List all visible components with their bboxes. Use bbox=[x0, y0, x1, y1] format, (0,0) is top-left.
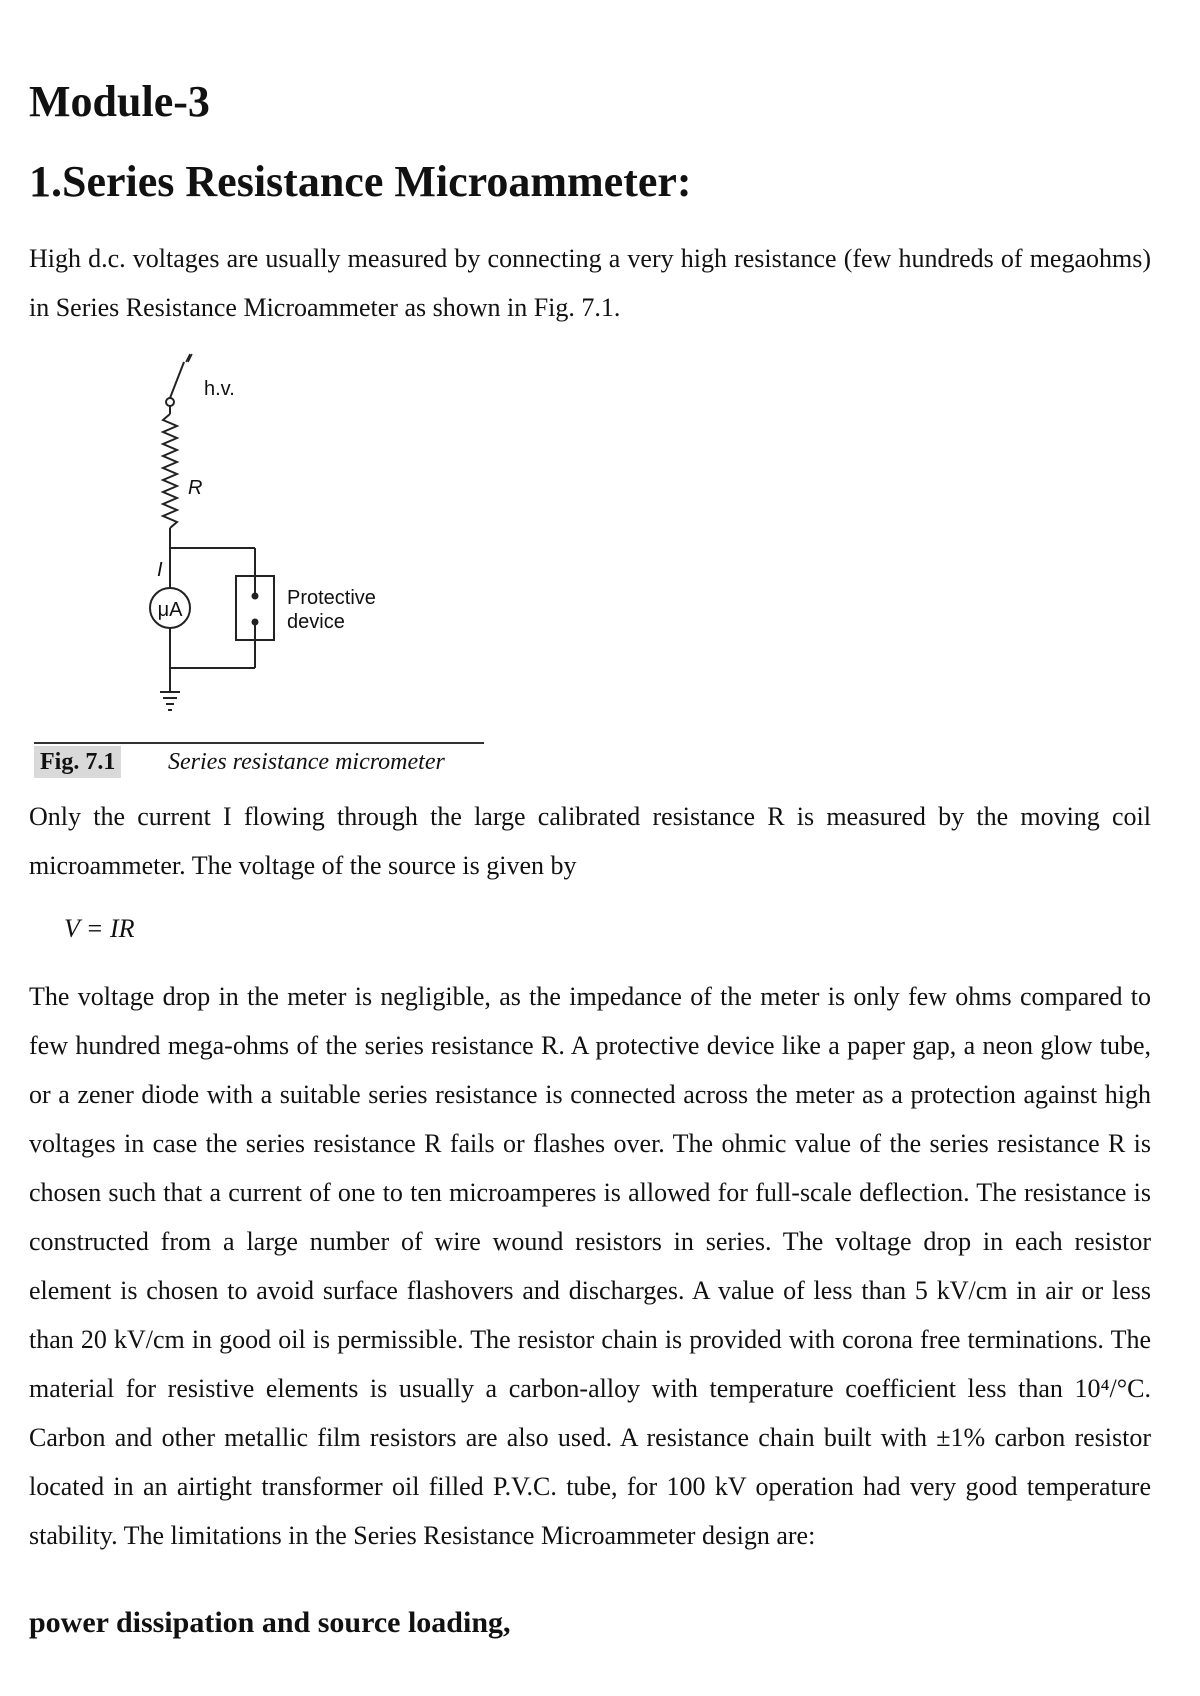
figure-caption: Series resistance micrometer bbox=[168, 749, 445, 775]
section-title: 1.Series Resistance Microammeter: bbox=[29, 157, 692, 206]
current-label: I bbox=[157, 559, 163, 581]
hv-label: h.v. bbox=[204, 378, 235, 400]
hv-terminal-line bbox=[170, 362, 184, 398]
limitations-line: power dissipation and source loading, bbox=[29, 1606, 511, 1639]
protective-label-line1: Protective bbox=[287, 587, 376, 609]
module-title: Module-3 bbox=[29, 77, 210, 126]
body-paragraph: The voltage drop in the meter is negligible, as the impedance of the meter is only few ohms compared to few hundred mega-ohms of the series resistance R. A protective device like a paper gap, a neon glow tube, or a zener diode with a suitable series resistance is connected across the meter as a protection against high voltages in case the series resistance R fails or flashes over. The ohmic value of the series resistance R is chosen such that a current of one to ten microamperes is allowed for full-scale deflection. The resistance is constructed from a large number of wire wound resistors in series. The voltage drop in each resistor element is chosen to avoid surface flashovers and discharges. A value of less than 5 kV/cm in air or less than 20 kV/cm in good oil is permissible. The resistor chain is provided with corona free terminations. The material for resistive elements is usually a carbon-alloy with temperature coefficient less than 10⁴/°C. Carbon and other metallic film resistors are also used. A resistance chain built with ±1% carbon resistor located in an airtight transformer oil filled P.V.C. tube, for 100 kV operation had very good temperature stability. The limitations in the Series Resistance Microammeter design are: bbox=[29, 982, 1151, 1550]
hv-arrow-icon bbox=[186, 354, 192, 362]
figure-circuit bbox=[0, 350, 520, 790]
intro-paragraph: High d.c. voltages are usually measured by connecting a very high resistance (few hundreds of megaohms) in Series Resistance Microammeter as shown in Fig. 7.1. bbox=[29, 244, 1151, 322]
figure-rule bbox=[34, 742, 484, 744]
hv-terminal-node bbox=[166, 398, 174, 406]
protective-label-line2: device bbox=[287, 611, 345, 633]
figure-number: Fig. 7.1 bbox=[34, 746, 121, 778]
equation: V = IR bbox=[64, 914, 135, 943]
current-paragraph: Only the current I flowing through the large calibrated resistance R is measured by the moving coil microammeter. The voltage of the source is given by bbox=[29, 802, 1151, 880]
resistor-r-icon bbox=[163, 414, 177, 528]
circuit-diagram bbox=[0, 350, 520, 740]
meter-label: μA bbox=[157, 599, 183, 621]
ground-icon bbox=[160, 692, 180, 710]
resistor-label: R bbox=[188, 477, 203, 499]
